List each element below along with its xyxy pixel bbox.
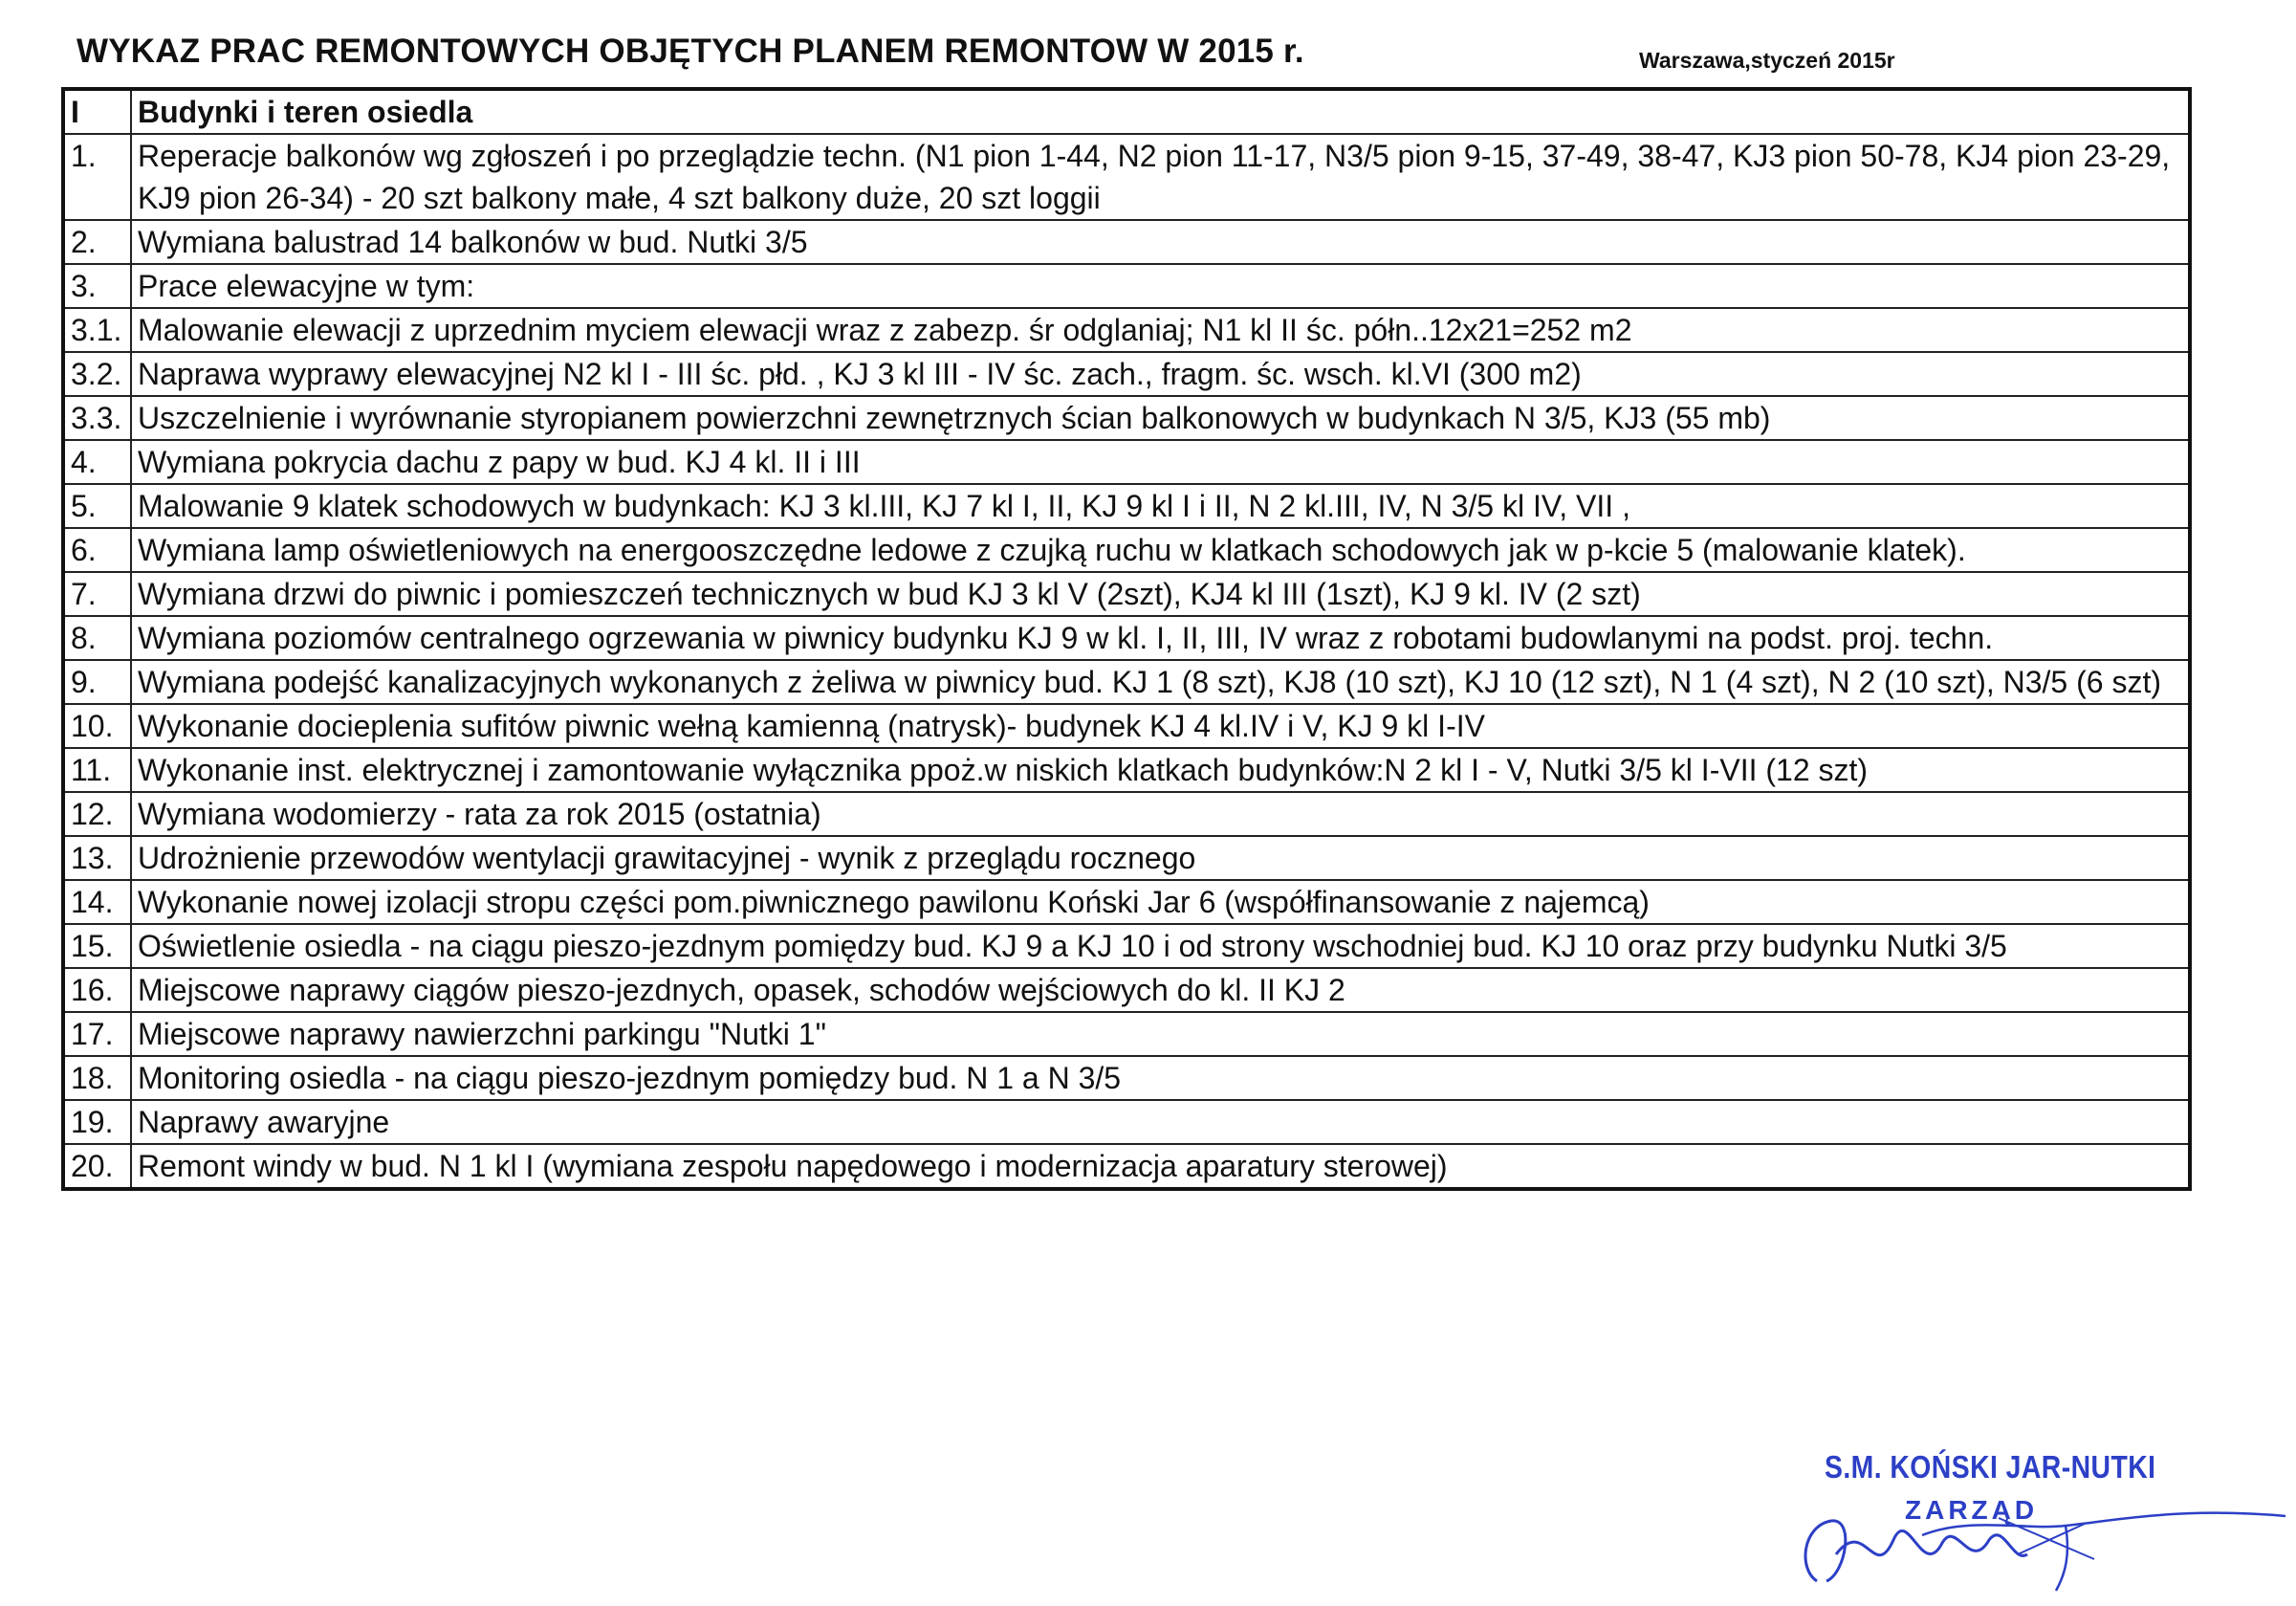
row-description: Malowanie elewacji z uprzednim myciem elewacji wraz z zabezp. śr odglaniaj; N1 kl II śc. półn..12x21=252 m2 [131, 308, 2190, 352]
row-number: 20. [63, 1144, 131, 1189]
table-row [63, 528, 2190, 572]
row-description: Malowanie 9 klatek schodowych w budynkach: KJ 3 kl.III, KJ 7 kl I, II, KJ 9 kl I i II, N 2 kl.III, IV, N 3/5 kl IV, VII , [131, 484, 2190, 528]
table-row [63, 352, 2190, 396]
table-row [63, 968, 2190, 1012]
table-row [63, 748, 2190, 792]
stamp-board: ZARZĄD [1905, 1495, 2039, 1525]
row-number: 3.2. [63, 352, 131, 396]
row-description: Naprawy awaryjne [131, 1100, 2190, 1144]
row-number: 4. [63, 440, 131, 484]
row-number: 5. [63, 484, 131, 528]
row-description: Wymiana pokrycia dachu z papy w bud. KJ 4 kl. II i III [131, 440, 2190, 484]
row-description: Wykonanie nowej izolacji stropu części pom.piwnicznego pawilonu Koński Jar 6 (współfinansowanie z najemcą) [131, 880, 2190, 924]
works-table [61, 87, 2192, 1191]
row-number: 11. [63, 748, 131, 792]
row-description: Wymiana poziomów centralnego ogrzewania w piwnicy budynku KJ 9 w kl. I, II, III, IV wraz z robotami budowlanymi na podst. proj. techn. [131, 616, 2190, 660]
row-description: Uszczelnienie i wyrównanie styropianem powierzchni zewnętrznych ścian balkonowych w budynkach N 3/5, KJ3 (55 mb) [131, 396, 2190, 440]
row-number: 8. [63, 616, 131, 660]
row-number: 6. [63, 528, 131, 572]
table-row [63, 1144, 2190, 1189]
row-number: 9. [63, 660, 131, 704]
table-row [63, 1012, 2190, 1056]
row-description: Wymiana drzwi do piwnic i pomieszczeń technicznych w bud KJ 3 kl V (2szt), KJ4 kl III (1szt), KJ 9 kl. IV (2 szt) [131, 572, 2190, 616]
table-row [63, 264, 2190, 308]
row-number: 3.3. [63, 396, 131, 440]
table-row [63, 308, 2190, 352]
table-row [63, 1056, 2190, 1100]
row-number: 10. [63, 704, 131, 748]
row-number: 18. [63, 1056, 131, 1100]
row-description: Prace elewacyjne w tym: [131, 264, 2190, 308]
table-row [63, 924, 2190, 968]
organization-stamp [1779, 1449, 2295, 1593]
row-description: Wykonanie docieplenia sufitów piwnic wełną kamienną (natrysk)- budynek KJ 4 kl.IV i V, KJ 9 kl I-IV [131, 704, 2190, 748]
row-description: Reperacje balkonów wg zgłoszeń i po przeglądzie techn. (N1 pion 1-44, N2 pion 11-17, N3/5 pion 9-15, 37-49, 38-47, KJ3 pion 50-78, KJ4 pion 23-29, KJ9 pion 26-34) - 20 szt balkony małe, 4 szt balkony duże, 20 szt loggii [131, 134, 2190, 220]
section-number: I [63, 89, 131, 134]
table-row [63, 484, 2190, 528]
row-number: 16. [63, 968, 131, 1012]
row-description: Monitoring osiedla - na ciągu pieszo-jezdnym pomiędzy bud. N 1 a N 3/5 [131, 1056, 2190, 1100]
row-description: Miejscowe naprawy nawierzchni parkingu "Nutki 1" [131, 1012, 2190, 1056]
table-row [63, 134, 2190, 220]
table-row [63, 396, 2190, 440]
row-number: 12. [63, 792, 131, 836]
signature [1779, 1449, 2295, 1593]
row-number: 14. [63, 880, 131, 924]
row-description: Miejscowe naprawy ciągów pieszo-jezdnych, opasek, schodów wejściowych do kl. II KJ 2 [131, 968, 2190, 1012]
table-row [63, 704, 2190, 748]
row-number: 17. [63, 1012, 131, 1056]
row-description: Wymiana podejść kanalizacyjnych wykonanych z żeliwa w piwnicy bud. KJ 1 (8 szt), KJ8 (10 szt), KJ 10 (12 szt), N 1 (4 szt), N 2 (10 szt), N3/5 (6 szt) [131, 660, 2190, 704]
table-row [63, 792, 2190, 836]
table-row [63, 660, 2190, 704]
section-header-row [63, 89, 2190, 134]
row-description: Oświetlenie osiedla - na ciągu pieszo-jezdnym pomiędzy bud. KJ 9 a KJ 10 i od strony wschodniej bud. KJ 10 oraz przy budynku Nutki 3/5 [131, 924, 2190, 968]
row-number: 7. [63, 572, 131, 616]
place-date: Warszawa,styczeń 2015r [1639, 48, 1895, 73]
row-number: 19. [63, 1100, 131, 1144]
row-description: Wymiana balustrad 14 balkonów w bud. Nutki 3/5 [131, 220, 2190, 264]
row-number: 3.1. [63, 308, 131, 352]
row-description: Remont windy w bud. N 1 kl I (wymiana zespołu napędowego i modernizacja aparatury sterowej) [131, 1144, 2190, 1189]
row-description: Naprawa wyprawy elewacyjnej N2 kl I - III śc. płd. , KJ 3 kl III - IV śc. zach., fragm. śc. wsch. kl.VI (300 m2) [131, 352, 2190, 396]
document-title: WYKAZ PRAC REMONTOWYCH OBJĘTYCH PLANEM REMONTOW W 2015 r. [77, 33, 1304, 70]
table-row [63, 220, 2190, 264]
row-description: Wymiana wodomierzy - rata za rok 2015 (ostatnia) [131, 792, 2190, 836]
table-body [63, 89, 2190, 1189]
table-row [63, 836, 2190, 880]
row-number: 15. [63, 924, 131, 968]
table-row [63, 572, 2190, 616]
row-number: 2. [63, 220, 131, 264]
table-row [63, 616, 2190, 660]
row-number: 13. [63, 836, 131, 880]
table-row [63, 880, 2190, 924]
table-row [63, 1100, 2190, 1144]
stamp-organization: S.M. KOŃSKI JAR-NUTKI [1825, 1449, 2156, 1485]
table-row [63, 440, 2190, 484]
row-description: Udrożnienie przewodów wentylacji grawitacyjnej - wynik z przeglądu rocznego [131, 836, 2190, 880]
row-number: 1. [63, 134, 131, 220]
row-description: Wymiana lamp oświetleniowych na energooszczędne ledowe z czujką ruchu w klatkach schodowych jak w p-kcie 5 (malowanie klatek). [131, 528, 2190, 572]
row-description: Wykonanie inst. elektrycznej i zamontowanie wyłącznika ppoż.w niskich klatkach budynków:N 2 kl I - V, Nutki 3/5 kl I-VII (12 szt) [131, 748, 2190, 792]
row-number: 3. [63, 264, 131, 308]
section-title: Budynki i teren osiedla [131, 89, 2190, 134]
